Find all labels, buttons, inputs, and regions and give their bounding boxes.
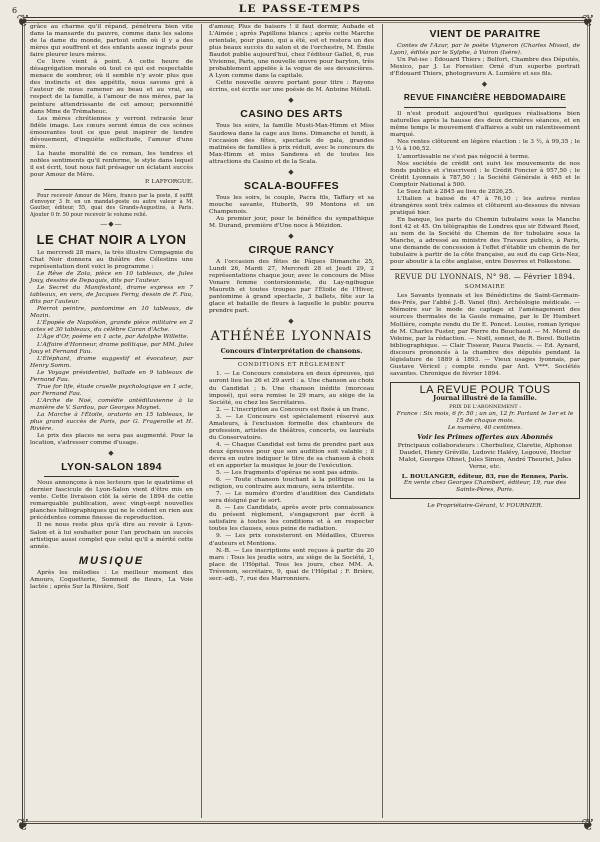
ad-primes: Voir les Primes offertes aux Abonnés bbox=[417, 433, 553, 442]
ad-price-heading: PRIX DE L'ABONNEMENT : bbox=[449, 403, 521, 410]
program-item: True for life, étude cruelle psychologique en 1 acte, par Fernand Fau. bbox=[30, 383, 193, 397]
running-title-text: LE PASSE-TEMPS bbox=[238, 3, 362, 15]
paragraph: Il n'est produit aujourd'hui quelques réalisations bien naturelles après la hausse des deux dernières séances, et en même temps le mouvement d'affaires a subi un ralentissement marqué. bbox=[390, 111, 580, 139]
column-separator bbox=[201, 24, 202, 818]
column-1 bbox=[30, 24, 193, 591]
paragraph: A l'occasion des fêtes de Pâques Dimanche 25, Lundi 26, Mardi 27, Mercredi 28 et Jeudi 29, 2 représentations chaque jour, avec le concours de Miss Vonare femme contorsionniste, du Lay-ngibugue Maureth et toutes troupes par l'Étoile de l'Hiver, pantomime à grand spectacle, 3 ballets, fête sur la glace et bataille de fleurs à laquelle le public pourra prendre part. bbox=[209, 258, 374, 315]
section-heading: VIENT DE PARAITRE bbox=[429, 28, 541, 40]
section-heading: LYON-SALON 1894 bbox=[61, 461, 162, 474]
paragraph: Après les mélodies : Le meilleur moment des Amours, Coquetterie, Sommeil de fleurs, La Voie lactée ; après Sur la Rivière, Soif bbox=[30, 569, 193, 590]
rule-item: 6. — Toute chanson touchant à la politique ou la religion, ou contraire aux mœurs, sera interdite. bbox=[209, 477, 374, 491]
ornament-icon: ◆ bbox=[288, 317, 295, 326]
divider bbox=[44, 476, 179, 477]
rule-item: 7. — Le numéro d'ordre d'audition des Candidats sera désigné par le sort. bbox=[209, 491, 374, 505]
paragraph: Les mères chrétiennes y verront retracée leur fidèle image. Les cœurs seront émus de ces scènes émouvantes tout ce que peut inspirer de tendre dévouement, d'inquiète sollicitude, l'amour d'une mère. bbox=[30, 115, 193, 150]
ornament-icon: ◆ bbox=[288, 231, 295, 240]
ornament-icon: ◆ bbox=[288, 96, 295, 105]
paragraph: Un Pat-ise : Édouard Thiers ; Belfort, Chambre des Députés, Mexico, par J. Le Forestier. Orné d'un superbe portrait d'Édouard Thiers, photogravure A. Lumière et ses fils. bbox=[390, 57, 580, 78]
paragraph: Cette nouvelle œuvre portant pour titre : Rayons écrins, est écrite sur une poésie de M. Antoine Métell. bbox=[209, 80, 374, 94]
divider bbox=[44, 189, 179, 190]
corner-ornament-icon: ❦ bbox=[581, 11, 595, 30]
ad-sales: En vente chez Georges Chambert, éditeur, 19, rue des Saints-Pères, Paris. bbox=[403, 480, 567, 494]
program-item: L'Éléphant, drame suggestif et évocateur, par Henry Somm. bbox=[30, 355, 193, 369]
program-item: L'Arche de Noé, comédie antédiluvienne à la manière de V. Sardou, par Georges Moynet. bbox=[30, 397, 193, 411]
paragraph: Il ne nous reste plus qu'à dire au revoir à Lyon-Salon et à lui souhaiter pour l'an prochain un succès artistique aussi complet que celui qu'il a mérité cette année. bbox=[30, 522, 193, 550]
paragraph: Ce livre vient à point. A cette heure de désagrégation morale où tout ce qui est respectable menace de sombrer, où il semble n'y avoir plus que des instincts et des appétits, nous savons gré à l'auteur de nous ramener au beau et au vrai, au respect de la famille, à l'amour de nos mères, par la peinture attendrissante de cet amour, personnifié dans Mme de Trémaheuc. bbox=[30, 59, 193, 115]
ad-numero: Le numéro, 40 centimes. bbox=[447, 425, 523, 432]
rule-item: 1. — Le Concours consistera en deux épreuves, qui auront lieu les 26 et 29 avril : a. Une chanson au choix du Candidat ; b. Une chanson inédite (morceau imposé), qui sera remise le 29 mars, au siège de la Société, ou chez les Secrétaires. bbox=[209, 371, 374, 406]
paragraph: grâce au charme qu'il répand, pénétrera bien vite dans la mansarde du pauvre, comme dans les salons de la dame du monde, partout enfin où il y a des mères qui souffrent et des enfants assez ingrats pour faire pleurer leurs mères. bbox=[30, 24, 193, 59]
paragraph: Le prix des places ne sera pas augmenté. Pour la location, s'adresser comme d'usage. bbox=[30, 433, 193, 447]
paragraph: Tous les soirs, le couple, Pacra fils, Taffary et sa mouche savante, Huberth, 99 Montons et un Champenois. bbox=[209, 194, 374, 215]
signature: P. LAFFORGUE. bbox=[145, 179, 193, 186]
section-heading: REVUE DU LYONNAIS, N° 98. — Février 1894. bbox=[394, 273, 576, 282]
paragraph: L'Italien a baissé de 47 à 76,10 ; les autres rentes étrangères sont très calmes et clôturent au-dessous du niveau pratiqué hier. bbox=[390, 195, 580, 216]
paragraph: d'amour, Plus de baisers ! il faut dormir, Aubade et L'Aimée ; après Papillons blancs ; après cette Marche orientale, pour piano, qui a été, est et restera un des plus beaux succès du salon et de l'orchestre, M. Émile Baudot publie aujourd'hui, chez l'éditeur Gallet, 6, rue Vivienne, Paris, une nouvelle œuvre pour baryton, très probablement appelée à la vogue de ses devancières. A Lyon comme dans la capitale. bbox=[209, 24, 374, 80]
page-number: 6 bbox=[12, 6, 18, 15]
ornament-icon: ◆ bbox=[108, 449, 115, 458]
paragraph: Nos rentes clôturent en légère réaction : le 3 ½, à 99,35 ; le 3 ½ à 106,52. bbox=[390, 139, 580, 153]
corner-ornament-icon: ❦ bbox=[581, 815, 595, 834]
program-item: Le Voyage présidentiel, ballade en 9 tableaux de Fernand Fau. bbox=[30, 369, 193, 383]
rule-item: 8. — Les Candidats, après avoir pris connaissance du présent règlement, s'engageront par écrit à satisfaire à toutes les conditions et à en respecter toutes les clauses, sous peine de radiation. bbox=[209, 505, 374, 533]
rules-heading: CONDITIONS ET RÈGLEMENT bbox=[237, 362, 346, 369]
program-item: L'Âge d'Or, poème en 1 acte, par Adolphe Willette. bbox=[37, 334, 189, 341]
ad-title: LA REVUE POUR TOUS bbox=[419, 383, 551, 396]
section-heading: ATHÉNÉE LYONNAIS bbox=[210, 329, 373, 345]
program-item: Le Rêve de Zola, pièce en 10 tableaux, de Jules Jouy, dessins de Depaquis, dits par l'auteur. bbox=[30, 271, 193, 285]
paragraph: En banque, les parts du Chemin tubulaire sous la Manche font 42 et 45. On télégraphie de Londres que sir Edward Reed, au nom de la Société du Chemin de fer tubulaire sous la Manche, a adressé au ministre des Travaux publics, à Paris, une demande de concession à l'effet d'établir un chemin de fer tubulaire à partir de la côte française, au sud du cap Gris-Nez, pour aboutir à la côte anglaise, entre Douvres et Folkestone. bbox=[390, 216, 580, 266]
ad-publisher: L. BOULANGER, éditeur, 83, rue de Rennes, Paris. bbox=[401, 473, 569, 481]
paragraph: Les Savants lyonnais et les Bénédictins de Saint-Germain-des-Prés, par l'abbé J.-B. Vanel (fin). Archéologie médicale. — Mémoire sur le mode de captage et l'aménagement des sources thermales de la Gaule romaine, par le Dr Humbert Mollière, compte rendu du Dr E. Poncet. Louise, roman lyrique de M. Charles Fuster, par Pierre du Bouchaud. — M. Morel de Voleine, par la rédaction. — Noël, sonnet, de R. Borel. Bulletin bibliographique. — Clair Tisseur, Pauca Paucis. — Ed. Aynard, discours prononcés à la chambre des députés pendant la législature de 1889 à 1893. — Vieux usages lyonnais, par Gustave Véricel ; compte rendu par Ant. V***. Sociétés savantes. Chronique de février 1894. bbox=[390, 293, 580, 377]
advertisement-box bbox=[390, 382, 580, 499]
section-heading: LE CHAT NOIR A LYON bbox=[36, 231, 187, 247]
ornament-icon: ◆ bbox=[288, 167, 295, 176]
paragraph: Au premier jour, pour le bénéfice du sympathique M. Durand, première d'Une noce à Mézidon. bbox=[209, 215, 374, 229]
note: Pour recevoir Amour de Mère, franco par la poste, il suffit d'envoyer 3 fr. en un mandat-poste ou autre valeur à M. Gautier, éditeur, 55, quai des Grands-Augustins, à Paris. Ajouter 0 fr. 50 pour recevoir le volume relié. bbox=[30, 193, 193, 218]
running-title bbox=[0, 3, 600, 15]
header-rule bbox=[24, 17, 586, 18]
divider bbox=[390, 269, 580, 270]
paragraph: Contes de l'Azur, par le poète Vigneron (Charles Missol, de Lyon), édités par le Sylphe, à Voiron (Isère). bbox=[390, 43, 580, 57]
corner-ornament-icon: ❦ bbox=[16, 815, 30, 834]
program-item: Le Secret du Manifestant, drame express en 7 tableaux, en vers, de Jacques Ferny, dessin de F. Fau, dits par l'auteur. bbox=[30, 285, 193, 306]
ornament-icon: —◆— bbox=[100, 219, 123, 228]
section-subheading: Concours d'interprétation de chansons. bbox=[220, 347, 363, 356]
paragraph: Le Suez fait à 2845 au lieu de 2826,25. bbox=[397, 188, 515, 195]
section-heading: MUSIQUE bbox=[78, 554, 145, 567]
section-heading: CIRQUE RANCY bbox=[248, 243, 335, 256]
paragraph: Nous annonçons à nos lecteurs que le quatrième et dernier fascicule de Lyon-Salon vient d'être mis en vente. Cette livraison clôt la série de 1894 de cette remarquable publication, avec vingt-sept nouvelles planches héliographiques qui ne le cèdent en rien aux précédentes comme finesse de reproduction. bbox=[30, 480, 193, 522]
section-heading: REVUE FINANCIÈRE HEBDOMADAIRE bbox=[403, 93, 567, 103]
divider bbox=[404, 107, 566, 108]
ad-collaborators: Principaux collaborateurs : Cherbuliez, Claretie, Alphonse Daudet, Henry Gréville, Ludovic Halévy, Legouvé, Hector Malot, Georges Ohnet, Jules Simon, André Theuriet, Jules Verne, etc. bbox=[397, 443, 573, 471]
section-heading: CASINO DES ARTS bbox=[240, 108, 343, 121]
rule-item: 2. — L'inscription au Concours est fixée à un franc. bbox=[216, 406, 370, 413]
program-item: La Marche à l'Étoile, oratorio en 15 tableaux, le plus grand succès de Paris, par G. Fragerolle et H. Rivière. bbox=[30, 411, 193, 433]
divider bbox=[223, 358, 360, 359]
ad-price-line: France : Six mois, 6 fr. 50 ; un an, 12 fr. Partant le 1er et le 15 de chaque mois. bbox=[396, 411, 574, 425]
paragraph: Nos sociétés de crédit ont suivi les mouvements de nos fonds publics et s'inscrivent : le Crédit Foncier à 957,50 ; le Crédit Lyonnais à 787,50 ; la Société Générale à 465 et le Comptoir National à 500. bbox=[390, 160, 580, 188]
gerant-line: Le Propriétaire-Gérant, V. FOURNIER. bbox=[427, 502, 543, 509]
ad-subtitle: Journal illustré de la famille. bbox=[433, 393, 537, 402]
program-item: L'Affaire d'Honneur, drame politique, par MM. Jules Jouy et Fernand Fau. bbox=[30, 341, 193, 355]
column-3 bbox=[390, 24, 580, 510]
rule-item: 4. — Chaque Candidat est tenu de prendre part aux deux épreuves pour que son audition soit valable ; il devra en outre indiquer le titre de sa chanson à choix et en apporter la musique le jour de l'exécution. bbox=[209, 441, 374, 470]
rule-item: 5. — Les fragments d'opéras ne sont pas admis. bbox=[216, 470, 359, 477]
paragraph: Tous les soirs, la famille Musti-Max-Himm et Miss Saudowa dans la cage aux lions. Dimanche et lundi, à l'occasion des fêtes, spectacle de gala, grandes matinées de familles à prix réduit, avec le concours de Max-Himm et miss Sandowa et de toutes les attractions du Casino et de la Scala. bbox=[209, 123, 374, 165]
rule-item: 3. — Le Concours est spécialement réservé aux Amateurs, à l'exclusion formelle des chanteurs de profession, artistes de théâtres, concerts, ou lauréats du Conservatoire. bbox=[209, 413, 374, 441]
paragraph: La haute moralité de ce roman, les tendres et nobles sentiments qu'il renferme, le style dans lequel il est écrit, tout nous fait présager un éclatant succès pour Amour de Mère. bbox=[30, 150, 193, 178]
corner-ornament-icon: ❦ bbox=[16, 11, 30, 30]
program-item: Pierrot peintre, pantomime en 10 tableaux, de Mozin. bbox=[30, 306, 193, 320]
paragraph: L'amortissable ne s'est pas négocié à terme. bbox=[397, 153, 530, 160]
column-2 bbox=[209, 24, 374, 583]
section-heading: SCALA-BOUFFES bbox=[243, 179, 340, 192]
ornament-icon: ◆ bbox=[481, 80, 489, 89]
column-separator bbox=[382, 24, 383, 818]
rule-item: 9. — Les prix consisteront en Médailles, Œuvres d'auteurs et Mentions. bbox=[209, 533, 374, 547]
paragraph: N.-B. — Les inscriptions sont reçues à partir du 20 mars : Tous les jeudis soirs, au siège de la Société, 1, place de l'Hôpital. Tous les jours, chez MM. A. Trévenon, secrétaire, 9, quai de l'Hôpital ; F. Brière, secr.-adj., 7, rue des Marronniers. bbox=[209, 547, 374, 582]
paragraph: Le mercredi 28 mars, la très illustre Compagnie du Chat Noir donnera au théâtre des Célestins une représentation dont voici le programme : bbox=[30, 249, 193, 270]
section-subheading: SOMMAIRE bbox=[464, 284, 506, 291]
program-item: L'Épopée de Napoléon, grande pièce militaire en 2 actes et 30 tableaux, du célèbre Caran d'Ache. bbox=[30, 320, 193, 334]
